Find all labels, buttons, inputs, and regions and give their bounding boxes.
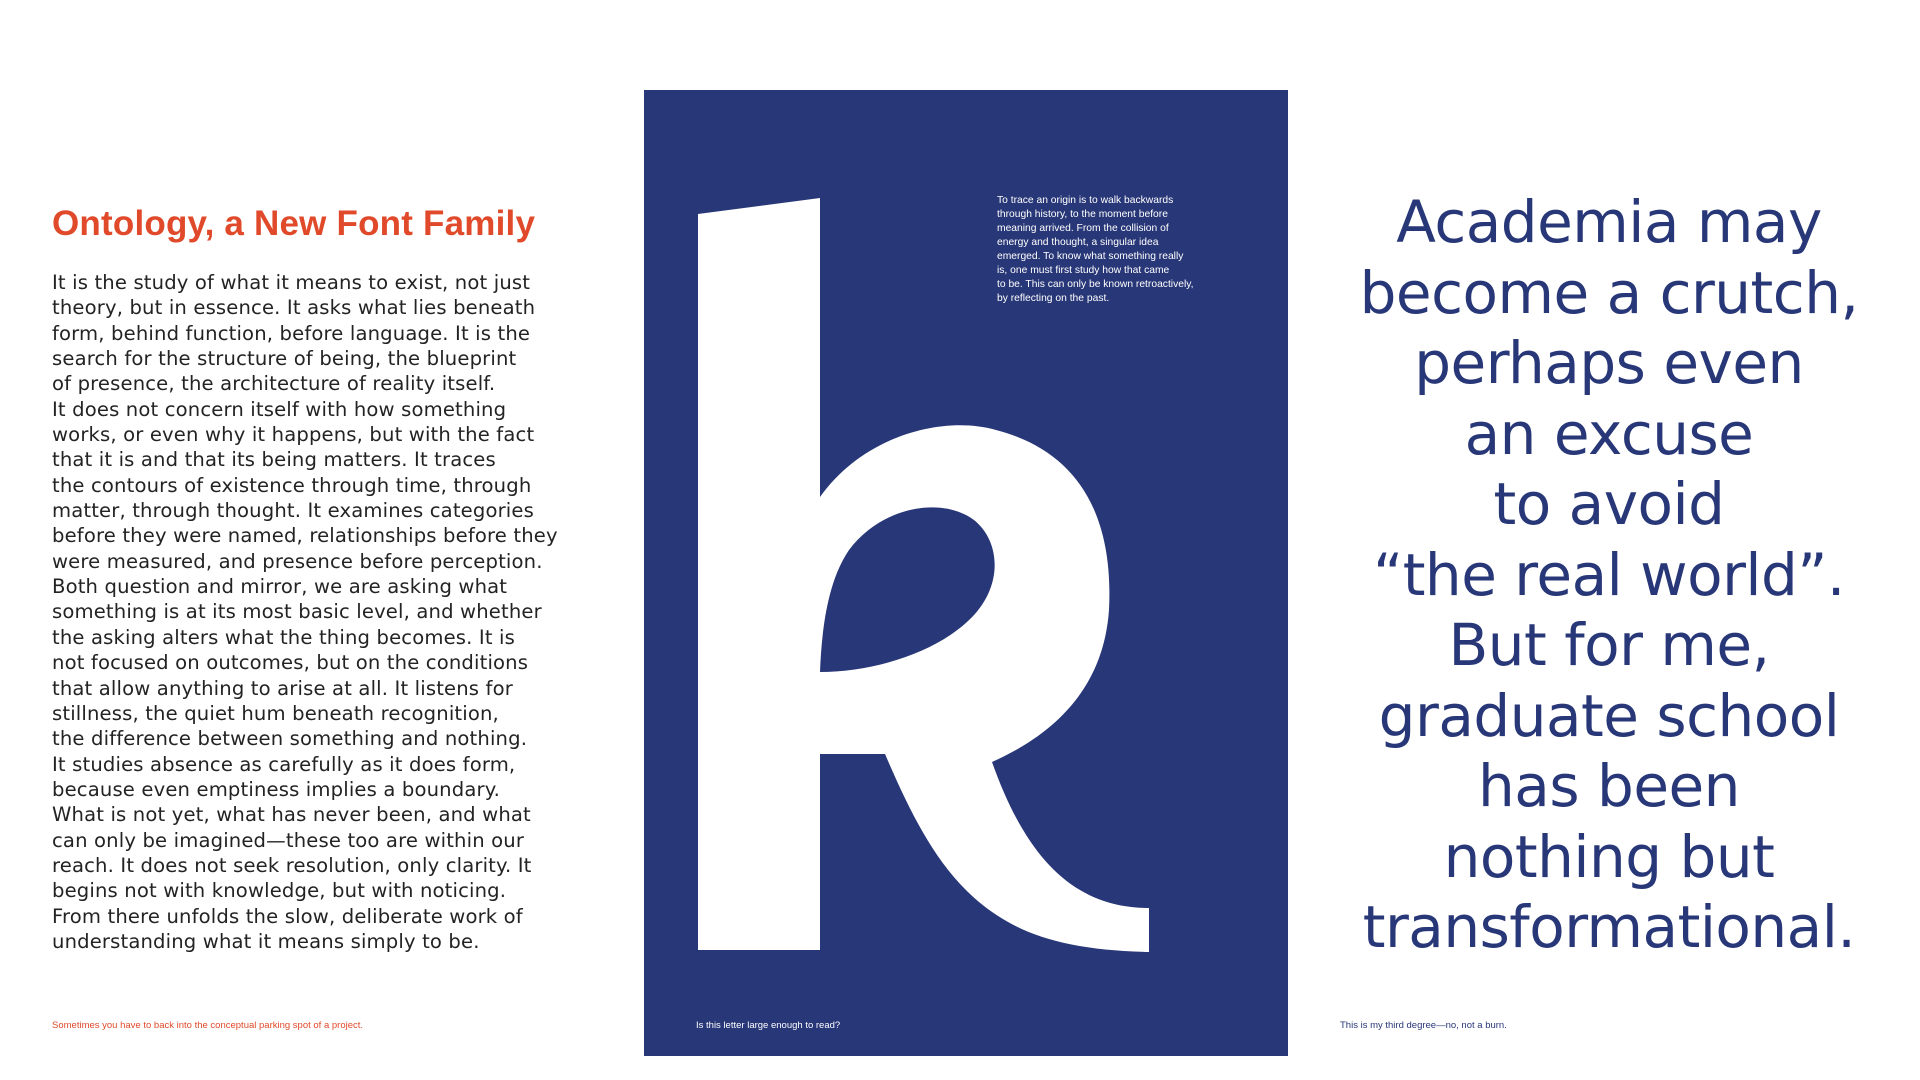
body-line: reach. It does not seek resolution, only clarity. It [52,853,532,877]
quote-line: become a crutch, [1359,258,1859,327]
body-line: not focused on outcomes, but on the conditions [52,651,529,675]
body-line: because even emptiness implies a boundary. [52,777,501,801]
body-line: search for the structure of being, the blueprint [52,347,517,371]
body-line: It is the study of what it means to exist, not just [52,271,531,294]
poster-caption: Is this letter large enough to read? [696,1020,841,1031]
body-line: that allow anything to arise at all. It listens for [52,676,513,700]
poster-paragraph-line: by reflecting on the past. [997,293,1110,304]
pull-quote [1336,187,1882,963]
body-line: form, behind function, before language. It is the [52,321,531,345]
poster-paragraph-line: emerged. To know what something really [997,251,1184,262]
body-line: that it is and that its being matters. It traces [52,448,496,472]
quote-line: “the real world”. [1373,540,1845,609]
body-line: What is not yet, what has never been, and what [52,803,531,827]
poster-paragraph-line: meaning arrived. From the collision of [997,223,1169,234]
body-line: were measured, and presence before perception. [52,549,543,573]
body-line: Both question and mirror, we are asking what [52,575,508,599]
quote-line: graduate school [1378,681,1840,750]
body-line: begins not with knowledge, but with noticing. [52,879,507,903]
quote-line: perhaps even [1414,329,1804,397]
body-line: can only be imagined—these too are within our [52,828,525,852]
poster-paragraph-line: energy and thought, a singular idea [997,237,1159,248]
body-line: the asking alters what the thing becomes. It is [52,625,515,649]
quote-line: Academia may [1396,188,1822,256]
left-footnote: Sometimes you have to back into the conceptual parking spot of a project. [52,1020,364,1031]
quote-line: to avoid [1493,470,1725,538]
quote-line: an excuse [1464,399,1754,468]
poster-paragraph [997,194,1247,306]
quote-line: transformational. [1362,893,1856,961]
body-line: stillness, the quiet hum beneath recognition, [52,701,499,725]
page-title: Ontology, a New Font Family [52,204,536,243]
body-line: matter, through thought. It examines categories [52,499,534,523]
poster-paragraph-line: is, one must first study how that came [997,265,1170,276]
body-line: of presence, the architecture of reality itself. [52,372,496,396]
body-line: before they were named, relationships before they [52,524,558,548]
right-footnote: This is my third degree—no, not a burn. [1340,1020,1507,1031]
body-line: the contours of existence through time, through [52,473,532,497]
body-line: It does not concern itself with how something [52,397,507,421]
body-paragraph [52,270,592,954]
body-line: theory, but in essence. It asks what lies beneath [52,296,536,320]
quote-line: But for me, [1448,611,1770,679]
body-line: the difference between something and nothing. [52,727,528,751]
poster-paragraph-line: through history, to the moment before [997,209,1168,220]
body-line: works, or even why it happens, but with the fact [52,423,535,447]
quote-line: has been [1478,752,1740,820]
body-line: something is at its most basic level, and whether [52,600,542,624]
quote-line: nothing but [1443,822,1775,891]
poster-paragraph-line: to be. This can only be known retroactively, [997,279,1194,290]
poster-paragraph-line: To trace an origin is to walk backwards [997,195,1174,206]
body-line: It studies absence as carefully as it does form, [52,752,516,776]
body-line: understanding what it means simply to be. [52,929,480,953]
body-line: From there unfolds the slow, deliberate work of [52,904,523,928]
letter-poster [644,90,1288,1056]
